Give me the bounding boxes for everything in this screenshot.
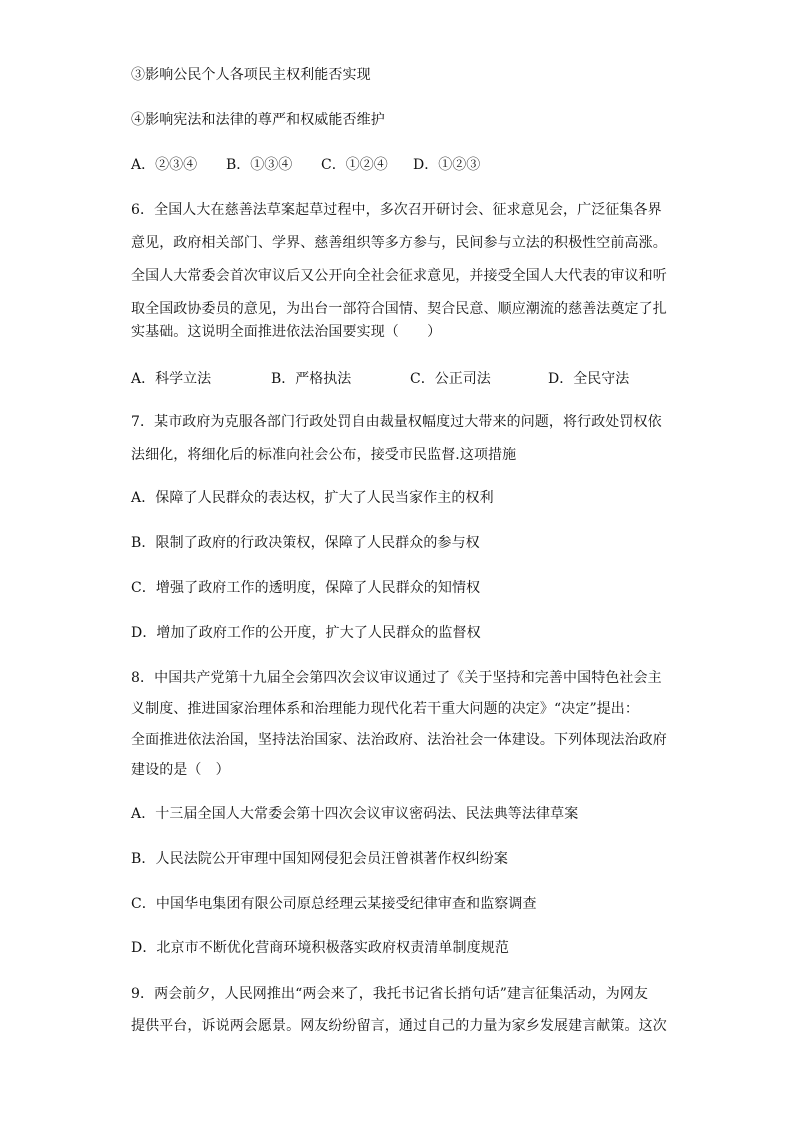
q9-line-1: 9．两会前夕，人民网推出“两会来了，我托书记省长捎句话”建言征集活动，为网友 (131, 986, 649, 1002)
q6-line-3: 全国人大常委会首次审议后又公开向全社会征求意见，并接受全国人大代表的审议和听 (131, 268, 667, 284)
q6-line-1: 6．全国人大在慈善法草案起草过程中，多次召开研讨会、征求意见会，广泛征集各界 (131, 202, 662, 218)
q8-line-2: 义制度、推进国家治理体系和治理能力现代化若干重大问题的决定》“决定”提出： (131, 701, 640, 717)
q7-option-b: B．限制了政府的行政决策权，保障了人民群众的参与权 (131, 535, 480, 551)
q7-line-2: 法细化，将细化后的标准向社会公布，接受市民监督.这项措施 (131, 447, 517, 463)
q6-option-a: A．科学立法 (131, 371, 212, 387)
q5-option-a: A．②③④ (131, 157, 198, 173)
q7-line-1: 7．某市政府为克服各部门行政处罚自由裁量权幅度过大带来的问题，将行政处罚权依 (131, 414, 662, 430)
q8-option-c: C．中国华电集团有限公司原总经理云某接受纪律审查和监察调查 (131, 896, 537, 912)
q5-option-d: D．①②③ (413, 157, 481, 173)
q8-line-4: 建设的是（ ） (131, 762, 230, 778)
q8-option-d: D．北京市不断优化营商环境积极落实政府权责清单制度规范 (131, 940, 509, 956)
q7-option-c: C．增强了政府工作的透明度，保障了人民群众的知情权 (131, 580, 481, 596)
q5-item-4: ④影响宪法和法律的尊严和权威能否维护 (131, 112, 385, 128)
q5-item-3: ③影响公民个人各项民主权利能否实现 (131, 67, 371, 83)
q5-option-c: C．①②④ (321, 157, 388, 173)
q9-line-2: 提供平台，诉说两会愿景。网友纷纷留言，通过自己的力量为家乡发展建言献策。这次 (131, 1018, 667, 1034)
q6-option-b: B．严格执法 (271, 371, 352, 387)
q6-line-2: 意见，政府相关部门、学界、慈善组织等多方参与，民间参与立法的积极性空前高涨。 (131, 235, 667, 251)
q8-option-b: B．人民法院公开审理中国知网侵犯会员汪曾祺著作权纠纷案 (131, 851, 508, 867)
q6-option-d: D．全民守法 (548, 371, 630, 387)
q6-line-4: 取全国政协委员的意见，为出台一部符合国情、契合民意、顺应潮流的慈善法奠定了扎 (131, 301, 667, 317)
q6-option-c: C．公正司法 (410, 371, 491, 387)
q5-option-b: B．①③④ (226, 157, 293, 173)
q8-option-a: A．十三届全国人大常委会第十四次会议审议密码法、民法典等法律草案 (131, 806, 579, 822)
q6-line-5: 实基础。这说明全面推进依法治国要实现（ ） (131, 324, 442, 340)
q8-line-1: 8．中国共产党第十九届全会第四次会议审议通过了《关于坚持和完善中国特色社会主 (131, 670, 662, 686)
q7-option-d: D．增加了政府工作的公开度，扩大了人民群众的监督权 (131, 625, 481, 641)
q7-option-a: A．保障了人民群众的表达权，扩大了人民当家作主的权利 (131, 490, 494, 506)
q8-line-3: 全面推进依法治国，坚持法治国家、法治政府、法治社会一体建设。下列体现法治政府 (131, 732, 667, 748)
